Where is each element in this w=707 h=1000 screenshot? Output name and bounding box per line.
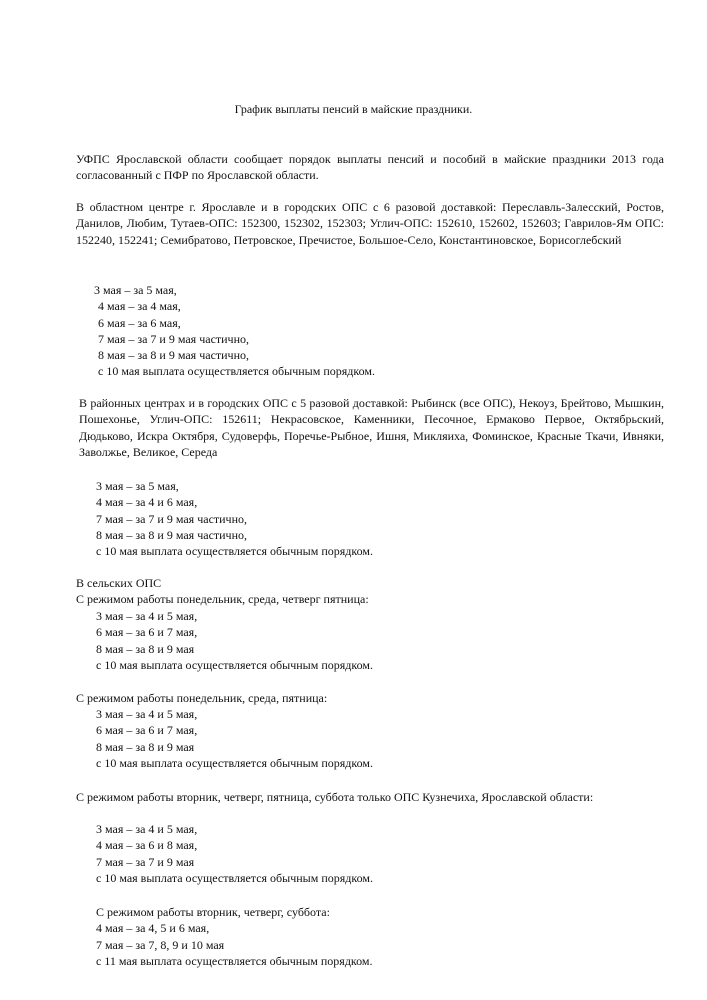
section6-block bbox=[96, 904, 656, 969]
list-item: 3 мая – за 5 мая, bbox=[96, 479, 179, 493]
list-item: 7 мая – за 7, 8, 9 и 10 мая bbox=[96, 937, 225, 952]
list-item: 4 мая – за 4, 5 и 6 мая, bbox=[96, 921, 210, 936]
list-item: 4 мая – за 4 и 6 мая, bbox=[96, 495, 198, 510]
list-item: 8 мая – за 8 и 9 мая частично, bbox=[98, 348, 250, 363]
section3-title: В сельских ОПС bbox=[76, 576, 162, 590]
section3-subheading: С режимом работы понедельник, среда, четверг пятница: bbox=[76, 592, 369, 607]
section1-paragraph: В областном центре г. Ярославле и в городских ОПС с 6 разовой доставкой: Переславль-Залесский, Ростов, Данилов, Любим, Тутаев-ОПС: 152300, 152302, 152303; Углич-ОПС: 152610, 152602, 152603; Гаврилов-Ям ОПС: 152240, 152241; Семибратово, Петровское, Пречистое, Большое-Село, Константиновское, Борисоглебский bbox=[76, 200, 664, 247]
list-item: 4 мая – за 6 и 8 мая, bbox=[96, 838, 198, 853]
list-item: с 10 мая выплата осуществляется обычным порядком. bbox=[98, 364, 375, 379]
list-item: 8 мая – за 8 и 9 мая bbox=[96, 641, 195, 656]
document-title: График выплаты пенсий в майские праздники. bbox=[234, 102, 473, 116]
list-item: с 10 мая выплата осуществляется обычным порядком. bbox=[96, 870, 373, 885]
section6-heading: С режимом работы вторник, четверг, суббота: bbox=[96, 905, 330, 919]
list-item: 3 мая – за 4 и 5 мая, bbox=[96, 707, 198, 721]
list-item: 6 мая – за 6 и 7 мая, bbox=[96, 625, 198, 640]
section3-schedule-list bbox=[96, 608, 656, 673]
section2-schedule-list bbox=[96, 478, 656, 559]
intro-paragraph: УФПС Ярославской области сообщает порядок выплаты пенсий и пособий в майские праздники 2013 года согласованный с ПФР по Ярославской области. bbox=[76, 152, 664, 183]
section4-schedule-list bbox=[96, 706, 656, 771]
section5-heading: С режимом работы вторник, четверг, пятница, суббота только ОПС Кузнечиха, Ярославской области: bbox=[76, 790, 594, 804]
list-item: 8 мая – за 8 и 9 мая частично, bbox=[96, 527, 248, 542]
list-item: 7 мая – за 7 и 9 мая частично, bbox=[96, 511, 248, 526]
list-item: 6 мая – за 6 мая, bbox=[98, 315, 181, 330]
list-item: с 10 мая выплата осуществляется обычным порядком. bbox=[96, 544, 373, 559]
section1-schedule-list bbox=[94, 282, 654, 380]
section4-heading: С режимом работы понедельник, среда, пятница: bbox=[76, 691, 328, 705]
list-item: 3 мая – за 4 и 5 мая, bbox=[96, 609, 198, 623]
list-item: с 11 мая выплата осуществляется обычным порядком. bbox=[96, 953, 373, 968]
list-item: 3 мая – за 4 и 5 мая, bbox=[96, 822, 198, 836]
section2-paragraph: В районных центрах и в городских ОПС с 5 разовой доставкой: Рыбинск (все ОПС), Некоуз, Брейтово, Мышкин, Пошехонье, Углич-ОПС: 152611; Некрасовское, Каменники, Песочное, Ермаково Первое, Октябрьский, Дюдьково, Искра Октября, Судоверфь, Поречье-Рыбное, Ишня, Микляиха, Фоминское, Красные Ткачи, Ивняки, Заволжье, Великое, Середа bbox=[79, 396, 664, 459]
list-item: 4 мая – за 4 мая, bbox=[98, 299, 181, 314]
list-item: 7 мая – за 7 и 9 мая bbox=[96, 854, 195, 869]
section3-heading bbox=[76, 575, 664, 608]
list-item: с 10 мая выплата осуществляется обычным порядком. bbox=[96, 755, 373, 770]
list-item: 7 мая – за 7 и 9 мая частично, bbox=[98, 331, 250, 346]
list-item: 3 мая – за 5 мая, bbox=[94, 283, 177, 297]
list-item: с 10 мая выплата осуществляется обычным порядком. bbox=[96, 657, 373, 672]
list-item: 6 мая – за 6 и 7 мая, bbox=[96, 723, 198, 738]
section5-schedule-list bbox=[96, 821, 656, 886]
list-item: 8 мая – за 8 и 9 мая bbox=[96, 739, 195, 754]
